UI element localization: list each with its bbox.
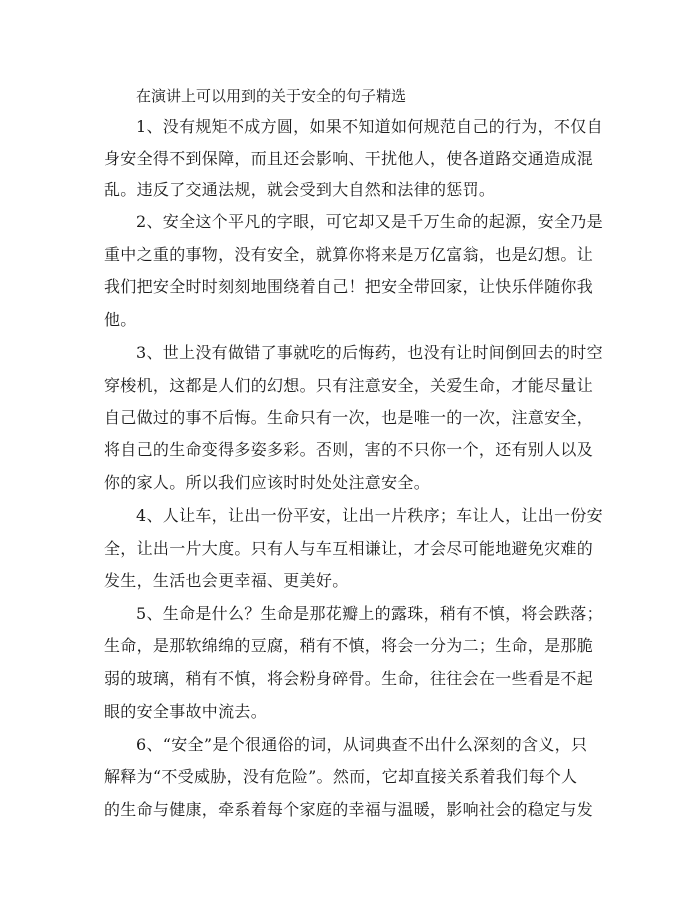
- paragraph-4-line-1: 4、人让车，让出一份平安，让出一片秩序；车让人，让出一份安: [136, 506, 603, 525]
- paragraph-6-line-1: 6、“安全”是个很通俗的词，从词典查不出什么深刻的含义，只: [136, 735, 588, 754]
- paragraph-5-line-4: 眼的安全事故中流去。: [104, 702, 268, 721]
- paragraph-1-line-2: 身安全得不到保障，而且还会影响、干扰他人，使各道路交通造成混: [104, 149, 594, 168]
- paragraph-5-line-3: 弱的玻璃，稍有不慎，将会粉身碎骨。生命，往往会在一些看是不起: [104, 669, 594, 688]
- paragraph-2-line-2: 重中之重的事物，没有安全，就算你将来是万亿富翁，也是幻想。让: [104, 245, 594, 264]
- paragraph-1-line-3: 乱。违反了交通法规，就会受到大自然和法律的惩罚。: [104, 180, 496, 199]
- paragraph-3-line-2: 穿梭机，这都是人们的幻想。只有注意安全，关爱生命，才能尽量让: [104, 376, 594, 395]
- paragraph-4-line-3: 发生，生活也会更幸福、更美好。: [104, 571, 349, 590]
- paragraph-5-line-2: 生命，是那软绵绵的豆腐，稍有不慎，将会一分为二；生命，是那脆: [104, 636, 594, 655]
- paragraph-2-line-4: 他。: [104, 310, 137, 329]
- paragraph-6-line-3: 的生命与健康，牵系着每个家庭的幸福与温暖，影响社会的稳定与发: [104, 800, 594, 819]
- paragraph-1-line-1: 1、没有规矩不成方圆，如果不知道如何规范自己的行为，不仅自: [136, 117, 603, 136]
- paragraph-6-line-2: 解释为“不受威胁，没有危险”。然而，它却直接关系着我们每个人: [104, 767, 578, 786]
- paragraph-3-line-3: 自己做过的事不后悔。生命只有一次，也是唯一的一次，注意安全，: [104, 408, 594, 427]
- paragraph-5-line-1: 5、生命是什么？生命是那花瓣上的露珠，稍有不慎，将会跌落；: [136, 604, 603, 623]
- paragraph-3-line-5: 你的家人。所以我们应该时时处处注意安全。: [104, 473, 431, 492]
- paragraph-3-line-4: 将自己的生命变得多姿多彩。否则，害的不只你一个，还有别人以及: [104, 440, 594, 459]
- document-title: 在演讲上可以用到的关于安全的句子精选: [136, 87, 407, 105]
- paragraph-2-line-1: 2、安全这个平凡的字眼，可它却又是千万生命的起源，安全乃是: [136, 212, 603, 231]
- paragraph-4-line-2: 全，让出一片大度。只有人与车互相谦让，才会尽可能地避免灾难的: [104, 539, 594, 558]
- paragraph-2-line-3: 我们把安全时时刻刻地围绕着自己！把安全带回家，让快乐伴随你我: [104, 277, 594, 296]
- paragraph-3-line-1: 3、世上没有做错了事就吃的后悔药，也没有让时间倒回去的时空: [136, 343, 603, 362]
